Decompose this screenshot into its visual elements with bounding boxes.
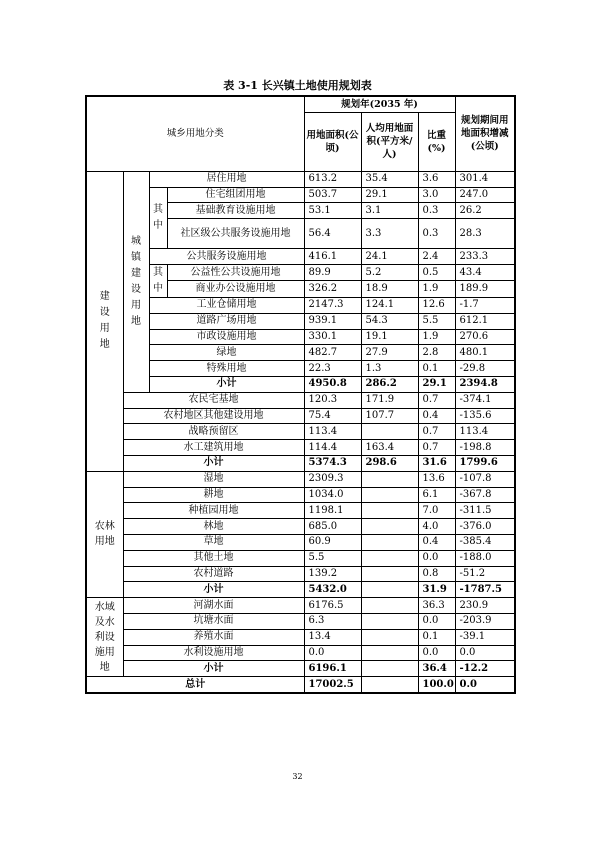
- row-ratio: 29.1: [418, 376, 455, 392]
- group-agri: 农林用地: [86, 471, 123, 597]
- table-row: [86, 487, 515, 503]
- row-change: -376.0: [455, 519, 515, 535]
- group-water: 水域及水利设施用地: [86, 598, 123, 677]
- row-change: -1.7: [455, 297, 515, 313]
- row-change: -1787.5: [455, 582, 515, 598]
- row-change: 233.3: [455, 249, 515, 265]
- land-use-table: [85, 95, 516, 694]
- row-per-capita: 29.1: [361, 187, 418, 203]
- row-name: 河湖水面: [123, 598, 304, 614]
- row-per-capita: 3.3: [361, 219, 418, 249]
- row-area: 53.1: [304, 203, 361, 219]
- row-ratio: 36.3: [418, 598, 455, 614]
- row-change: -385.4: [455, 534, 515, 550]
- header-plan-year: 规划年(2035 年): [304, 96, 455, 112]
- row-name: 水利设施用地: [123, 645, 304, 661]
- row-name: 湿地: [123, 471, 304, 487]
- row-per-capita: 5.2: [361, 264, 418, 281]
- row-per-capita: 124.1: [361, 297, 418, 313]
- row-ratio: 0.7: [418, 424, 455, 440]
- row-change: -367.8: [455, 487, 515, 503]
- row-name: 基础教育设施用地: [167, 203, 304, 219]
- row-area: 139.2: [304, 566, 361, 582]
- row-change: 0.0: [455, 677, 515, 693]
- row-area: 939.1: [304, 313, 361, 329]
- row-area: 330.1: [304, 329, 361, 345]
- header-change: 规划期间用地面积增减(公顷): [455, 96, 515, 171]
- table-row: [86, 408, 515, 424]
- row-ratio: 0.1: [418, 361, 455, 377]
- row-ratio: 0.5: [418, 264, 455, 281]
- group-urban: 城镇建设用地: [123, 171, 149, 392]
- row-ratio: 7.0: [418, 503, 455, 519]
- row-ratio: 2.8: [418, 345, 455, 361]
- row-name: 公益性公共设施用地: [167, 264, 304, 281]
- table-row: [86, 503, 515, 519]
- row-name: 工业仓储用地: [149, 297, 304, 313]
- row-ratio: 2.4: [418, 249, 455, 265]
- row-per-capita: 298.6: [361, 455, 418, 471]
- row-change: -198.8: [455, 440, 515, 456]
- row-ratio: 3.6: [418, 171, 455, 187]
- subtotal-row: [86, 376, 515, 392]
- row-change: 0.0: [455, 645, 515, 661]
- row-change: 2394.8: [455, 376, 515, 392]
- row-change: 247.0: [455, 187, 515, 203]
- header-per-capita: 人均用地面积(平方米/人): [361, 112, 418, 171]
- row-name: 农村道路: [123, 566, 304, 582]
- row-area: 89.9: [304, 264, 361, 281]
- row-change: -29.8: [455, 361, 515, 377]
- row-ratio: 0.4: [418, 534, 455, 550]
- row-ratio: 1.9: [418, 281, 455, 298]
- row-name: 道路广场用地: [149, 313, 304, 329]
- row-area: 75.4: [304, 408, 361, 424]
- table-row: [86, 566, 515, 582]
- row-change: 230.9: [455, 598, 515, 614]
- row-change: -188.0: [455, 550, 515, 566]
- row-ratio: 3.0: [418, 187, 455, 203]
- row-area: 482.7: [304, 345, 361, 361]
- group-among-1: 其中: [149, 187, 167, 249]
- row-per-capita: 19.1: [361, 329, 418, 345]
- row-per-capita: [361, 582, 418, 598]
- row-per-capita: [361, 613, 418, 629]
- row-name: 市政设施用地: [149, 329, 304, 345]
- row-ratio: 13.6: [418, 471, 455, 487]
- row-area: 13.4: [304, 629, 361, 645]
- row-name: 养殖水面: [123, 629, 304, 645]
- table-row: [86, 440, 515, 456]
- subtotal-row: [86, 661, 515, 677]
- row-area: 503.7: [304, 187, 361, 203]
- row-change: 1799.6: [455, 455, 515, 471]
- table-row: [86, 645, 515, 661]
- table-row: [86, 550, 515, 566]
- row-per-capita: 3.1: [361, 203, 418, 219]
- row-name: 耕地: [123, 487, 304, 503]
- row-area: 60.9: [304, 534, 361, 550]
- row-ratio: 0.7: [418, 440, 455, 456]
- row-ratio: 31.9: [418, 582, 455, 598]
- row-ratio: 0.0: [418, 645, 455, 661]
- row-per-capita: 18.9: [361, 281, 418, 298]
- row-ratio: 31.6: [418, 455, 455, 471]
- row-area: 1034.0: [304, 487, 361, 503]
- row-area: 113.4: [304, 424, 361, 440]
- row-area: 416.1: [304, 249, 361, 265]
- row-name: 种植园用地: [123, 503, 304, 519]
- row-change: -107.8: [455, 471, 515, 487]
- table-row: [86, 519, 515, 535]
- row-area: 56.4: [304, 219, 361, 249]
- row-ratio: 36.4: [418, 661, 455, 677]
- row-per-capita: [361, 550, 418, 566]
- table-row: [86, 629, 515, 645]
- row-area: 4950.8: [304, 376, 361, 392]
- table-caption: 表 3-1 长兴镇土地使用规划表: [223, 79, 372, 92]
- row-per-capita: [361, 629, 418, 645]
- row-name: 总计: [86, 677, 304, 693]
- row-per-capita: [361, 424, 418, 440]
- row-change: -39.1: [455, 629, 515, 645]
- row-name: 其他土地: [123, 550, 304, 566]
- row-area: 0.0: [304, 645, 361, 661]
- row-change: -311.5: [455, 503, 515, 519]
- row-name: 特殊用地: [149, 361, 304, 377]
- row-ratio: 0.7: [418, 392, 455, 408]
- row-per-capita: 286.2: [361, 376, 418, 392]
- header-ratio: 比重(%): [418, 112, 455, 171]
- row-area: 1198.1: [304, 503, 361, 519]
- table-row: [86, 392, 515, 408]
- row-change: 28.3: [455, 219, 515, 249]
- row-name: 农民宅基地: [123, 392, 304, 408]
- row-ratio: 100.0: [418, 677, 455, 693]
- row-change: -51.2: [455, 566, 515, 582]
- row-change: -135.6: [455, 408, 515, 424]
- row-change: 301.4: [455, 171, 515, 187]
- row-per-capita: 1.3: [361, 361, 418, 377]
- table-row: [86, 345, 515, 361]
- row-area: 2147.3: [304, 297, 361, 313]
- row-per-capita: [361, 677, 418, 693]
- row-per-capita: 54.3: [361, 313, 418, 329]
- row-ratio: 0.4: [418, 408, 455, 424]
- row-per-capita: [361, 645, 418, 661]
- row-area: 6176.5: [304, 598, 361, 614]
- row-change: 189.9: [455, 281, 515, 298]
- row-name: 小计: [149, 376, 304, 392]
- subtotal-row: [86, 582, 515, 598]
- row-name: 绿地: [149, 345, 304, 361]
- table-row: [86, 471, 515, 487]
- row-ratio: 12.6: [418, 297, 455, 313]
- header-row-1: [86, 96, 515, 112]
- row-ratio: 5.5: [418, 313, 455, 329]
- row-per-capita: 171.9: [361, 392, 418, 408]
- row-per-capita: [361, 519, 418, 535]
- row-per-capita: [361, 598, 418, 614]
- row-area: 326.2: [304, 281, 361, 298]
- group-construction: 建设用地: [86, 171, 123, 471]
- row-change: -203.9: [455, 613, 515, 629]
- row-change: 270.6: [455, 329, 515, 345]
- table-row: [86, 297, 515, 313]
- table-row: [86, 534, 515, 550]
- table-row: [86, 264, 515, 281]
- row-ratio: 4.0: [418, 519, 455, 535]
- row-name: 水工建筑用地: [123, 440, 304, 456]
- row-area: 2309.3: [304, 471, 361, 487]
- row-per-capita: 163.4: [361, 440, 418, 456]
- group-among-2: 其中: [149, 264, 167, 297]
- row-name: 小计: [123, 582, 304, 598]
- row-ratio: 0.3: [418, 203, 455, 219]
- row-name: 居住用地: [149, 171, 304, 187]
- row-name: 农村地区其他建设用地: [123, 408, 304, 424]
- row-area: 5374.3: [304, 455, 361, 471]
- row-per-capita: [361, 534, 418, 550]
- row-ratio: 0.1: [418, 629, 455, 645]
- row-ratio: 1.9: [418, 329, 455, 345]
- row-per-capita: 27.9: [361, 345, 418, 361]
- row-ratio: 0.3: [418, 219, 455, 249]
- row-name: 公共服务设施用地: [149, 249, 304, 265]
- row-ratio: 6.1: [418, 487, 455, 503]
- row-change: 43.4: [455, 264, 515, 281]
- row-change: 26.2: [455, 203, 515, 219]
- row-area: 114.4: [304, 440, 361, 456]
- row-area: 6.3: [304, 613, 361, 629]
- table-row: [86, 313, 515, 329]
- row-change: -12.2: [455, 661, 515, 677]
- row-area: 5.5: [304, 550, 361, 566]
- row-name: 林地: [123, 519, 304, 535]
- row-name: 战略预留区: [123, 424, 304, 440]
- header-area: 用地面积(公顷): [304, 112, 361, 171]
- row-per-capita: [361, 487, 418, 503]
- table-row: [86, 361, 515, 377]
- row-name: 社区级公共服务设施用地: [167, 219, 304, 249]
- row-change: 113.4: [455, 424, 515, 440]
- row-per-capita: 24.1: [361, 249, 418, 265]
- row-per-capita: 107.7: [361, 408, 418, 424]
- table-row: [86, 329, 515, 345]
- row-name: 草地: [123, 534, 304, 550]
- row-ratio: 0.0: [418, 613, 455, 629]
- row-name: 小计: [123, 455, 304, 471]
- table-row: [86, 187, 515, 203]
- row-area: 120.3: [304, 392, 361, 408]
- row-area: 22.3: [304, 361, 361, 377]
- table-row: [86, 424, 515, 440]
- row-area: 6196.1: [304, 661, 361, 677]
- row-ratio: 0.0: [418, 550, 455, 566]
- table-row: [86, 249, 515, 265]
- row-name: 住宅组团用地: [167, 187, 304, 203]
- row-per-capita: [361, 661, 418, 677]
- table-row: [86, 598, 515, 614]
- total-row: [86, 677, 515, 693]
- row-per-capita: [361, 471, 418, 487]
- row-name: 坑塘水面: [123, 613, 304, 629]
- row-name: 商业办公设施用地: [167, 281, 304, 298]
- row-area: 5432.0: [304, 582, 361, 598]
- row-name: 小计: [123, 661, 304, 677]
- page-number: 32: [292, 772, 303, 781]
- subtotal-row: [86, 455, 515, 471]
- row-area: 613.2: [304, 171, 361, 187]
- row-per-capita: 35.4: [361, 171, 418, 187]
- row-change: -374.1: [455, 392, 515, 408]
- row-change: 480.1: [455, 345, 515, 361]
- row-ratio: 0.8: [418, 566, 455, 582]
- row-area: 17002.5: [304, 677, 361, 693]
- row-change: 612.1: [455, 313, 515, 329]
- row-per-capita: [361, 503, 418, 519]
- header-class: 城乡用地分类: [86, 96, 304, 171]
- row-per-capita: [361, 566, 418, 582]
- row-area: 685.0: [304, 519, 361, 535]
- table-row: [86, 613, 515, 629]
- table-row: [86, 171, 515, 187]
